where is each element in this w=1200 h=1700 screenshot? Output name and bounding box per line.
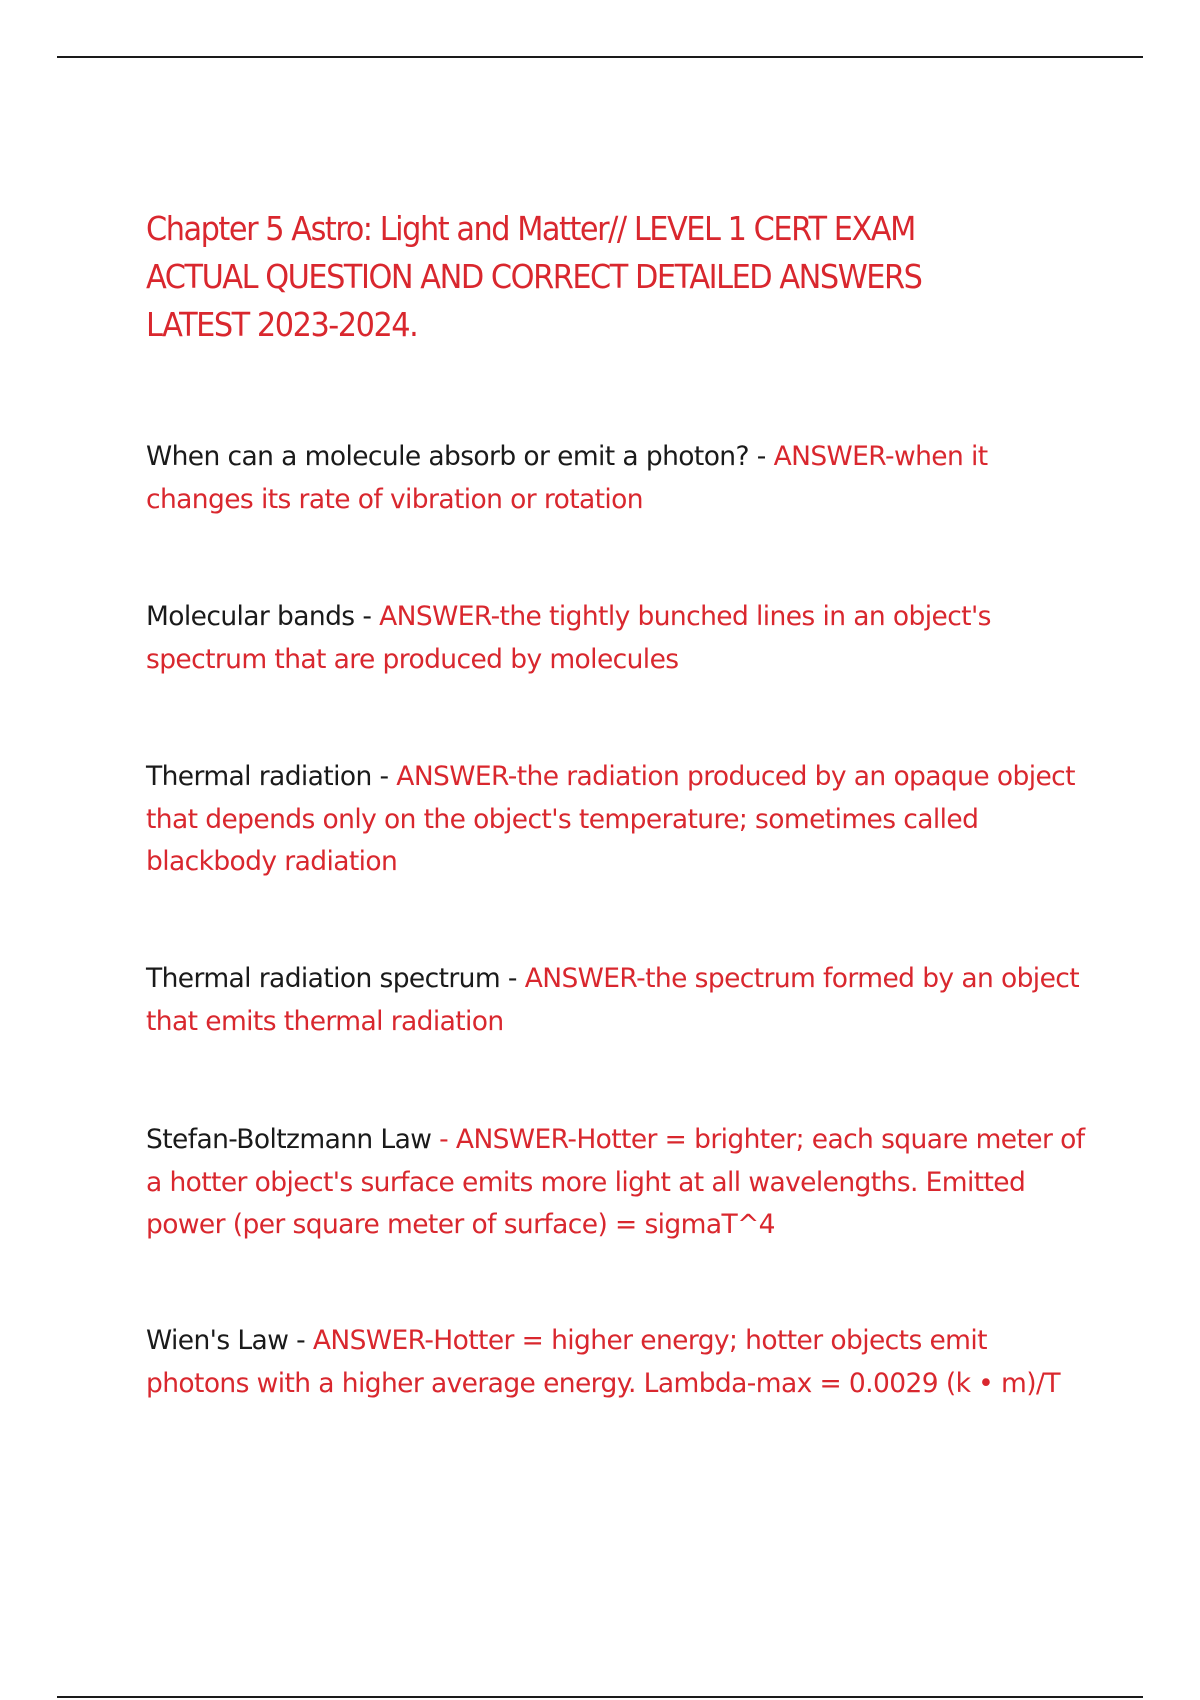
- qa-item-molecule-photon: [146, 436, 1086, 521]
- answer-text: ANSWER-the radiation produced by an opaque object that depends only on the object's temperature; sometimes called blackbody radiation: [146, 761, 1075, 877]
- question-text: Thermal radiation -: [146, 761, 397, 792]
- qa-item-molecular-bands: [146, 596, 1086, 681]
- question-text: When can a molecule absorb or emit a photon? -: [146, 441, 774, 472]
- question-text: Wien's Law -: [146, 1325, 313, 1356]
- answer-text: - ANSWER-Hotter = brighter; each square meter of a hotter object's surface emits more light at all wavelengths. Emitted power (per square meter of surface) = sigmaT^4: [146, 1124, 1085, 1240]
- answer-text: ANSWER-the tightly bunched lines in an object's spectrum that are produced by molecules: [146, 601, 991, 675]
- qa-item-stefan-boltzmann-law: [146, 1119, 1086, 1247]
- answer-text: ANSWER-when it changes its rate of vibration or rotation: [146, 441, 988, 515]
- answer-text: ANSWER-the spectrum formed by an object that emits thermal radiation: [146, 963, 1080, 1037]
- qa-item-wiens-law: [146, 1320, 1086, 1405]
- document-title: Chapter 5 Astro: Light and Matter// LEVEL 1 CERT EXAM ACTUAL QUESTION AND CORRECT DETAILED ANSWERS LATEST 2023-2024.: [146, 209, 922, 344]
- question-text: Molecular bands -: [146, 601, 380, 632]
- question-text: Stefan-Boltzmann Law: [146, 1124, 440, 1155]
- top-rule: [57, 56, 1143, 58]
- question-text: Thermal radiation spectrum -: [146, 963, 525, 994]
- qa-item-thermal-radiation-spectrum: [146, 958, 1086, 1043]
- qa-item-thermal-radiation: [146, 756, 1086, 884]
- bottom-rule: [57, 1696, 1143, 1698]
- answer-text: ANSWER-Hotter = higher energy; hotter objects emit photons with a higher average energy. Lambda-max = 0.0029 (k • m)/T: [146, 1325, 1060, 1399]
